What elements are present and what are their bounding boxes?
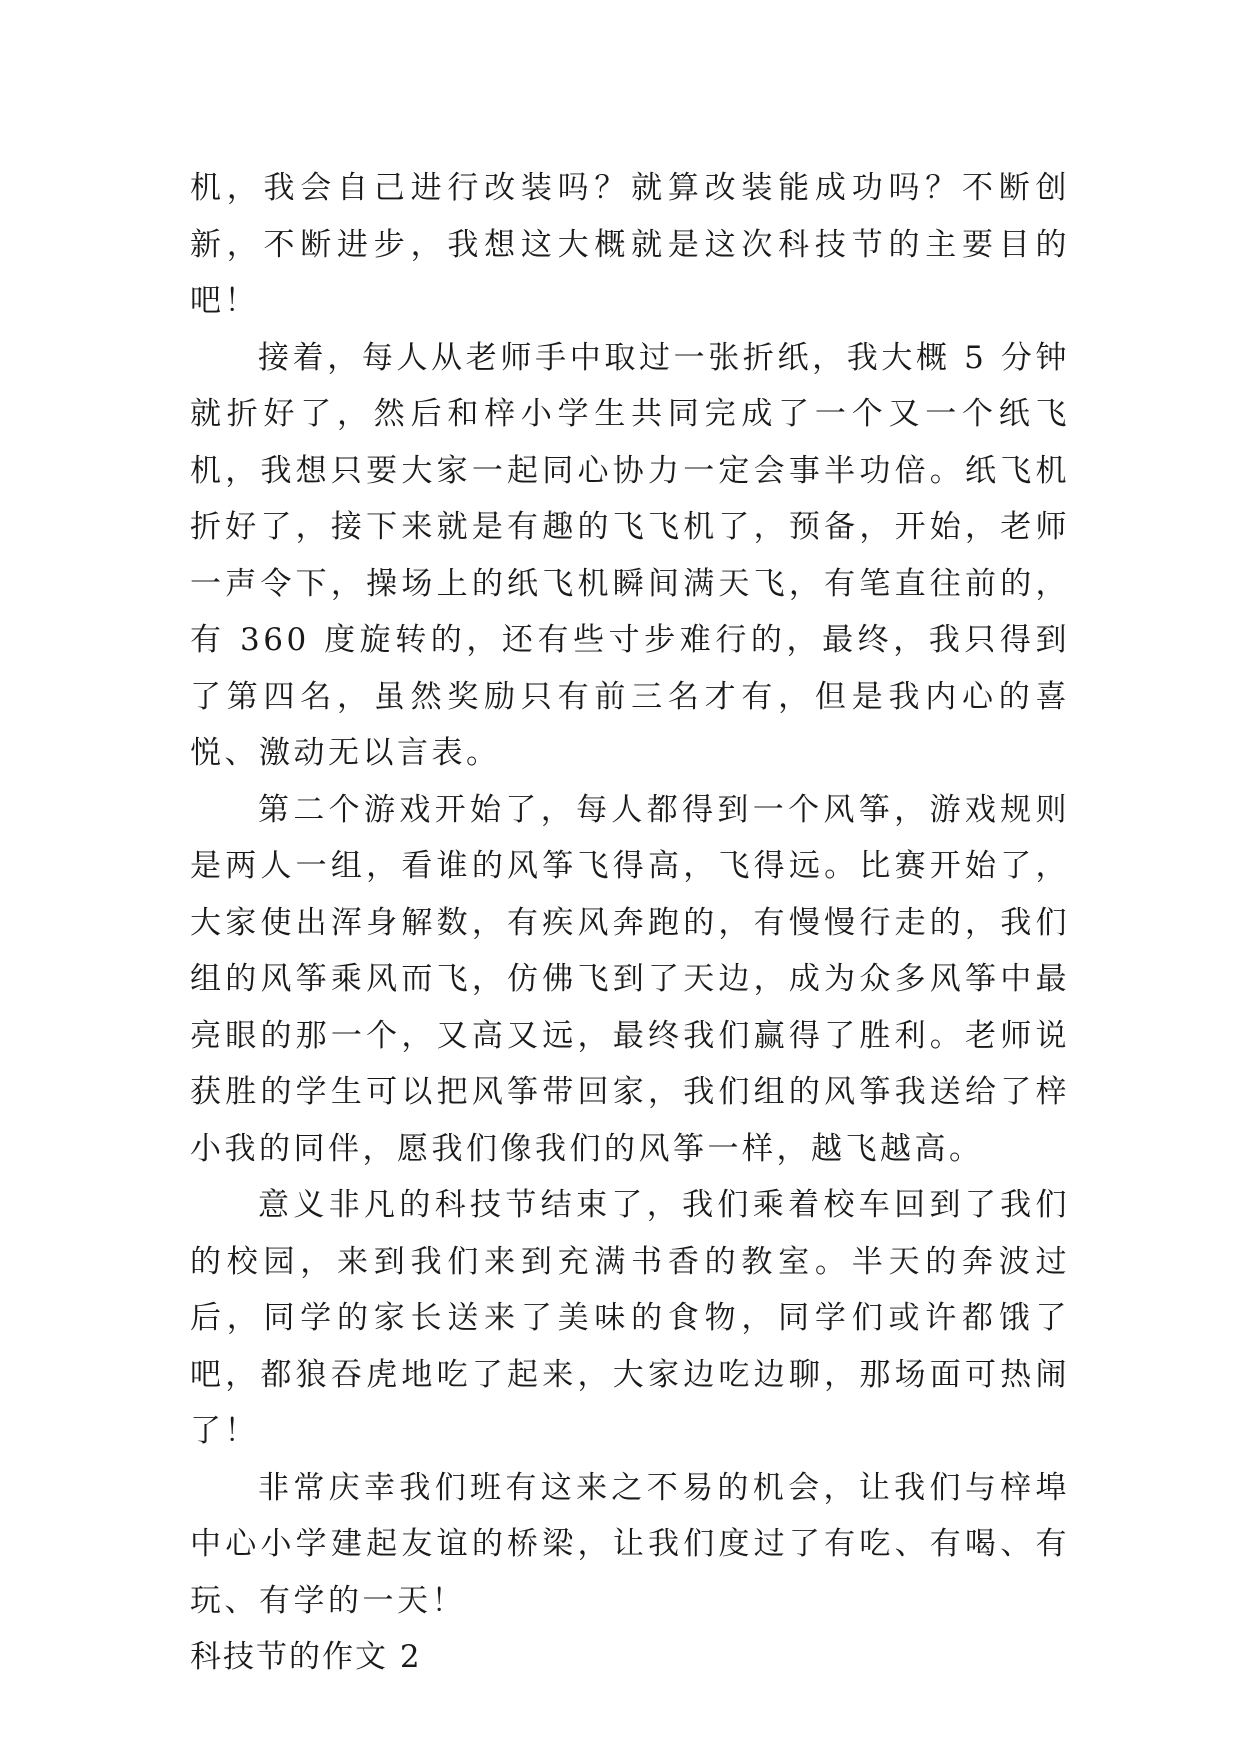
paragraph-conclusion: 非常庆幸我们班有这来之不易的机会，让我们与梓埠中心小学建起友谊的桥梁，让我们度过了有吃、有喝、有玩、有学的一天！ bbox=[190, 1469, 1070, 1619]
paragraph-kite-game: 第二个游戏开始了，每人都得到一个风筝，游戏规则是两人一组，看谁的风筝飞得高，飞得远。比赛开始了，大家使出浑身解数，有疾风奔跑的，有慢慢行走的，我们组的风筝乘风而飞，仿佛飞到了天边，成为众多风筝中最亮眼的那一个，又高又远，最终我们赢得了胜利。老师说获胜的学生可以把风筝带回家，我们组的风筝我送给了梓小我的同伴，愿我们像我们的风筝一样，越飞越高。 bbox=[190, 791, 1070, 1167]
paragraph-paper-airplane: 接着，每人从老师手中取过一张折纸，我大概 5 分钟就折好了，然后和梓小学生共同完成了一个又一个纸飞机，我想只要大家一起同心协力一定会事半功倍。纸飞机折好了，接下来就是有趣的飞飞机了，预备，开始，老师一声令下，操场上的纸飞机瞬间满天飞，有笔直往前的，有 360 度旋转的，还有些寸步难行的，最终，我只得到了第四名，虽然奖励只有前三名才有，但是我内心的喜悦、激动无以言表。 bbox=[190, 339, 1070, 771]
section-heading: 科技节的作文 2 bbox=[190, 1639, 422, 1675]
paragraph-continuation: 机，我会自己进行改装吗？就算改装能成功吗？不断创新，不断进步，我想这大概就是这次科技节的主要目的吧！ bbox=[190, 170, 1070, 319]
paragraph-return-to-school: 意义非凡的科技节结束了，我们乘着校车回到了我们的校园，来到我们来到充满书香的教室。半天的奔波过后，同学的家长送来了美味的食物，同学们或许都饿了吧，都狼吞虎地吃了起来，大家边吃边聊，那场面可热闹了！ bbox=[190, 1187, 1070, 1449]
document-body bbox=[190, 160, 1070, 1686]
